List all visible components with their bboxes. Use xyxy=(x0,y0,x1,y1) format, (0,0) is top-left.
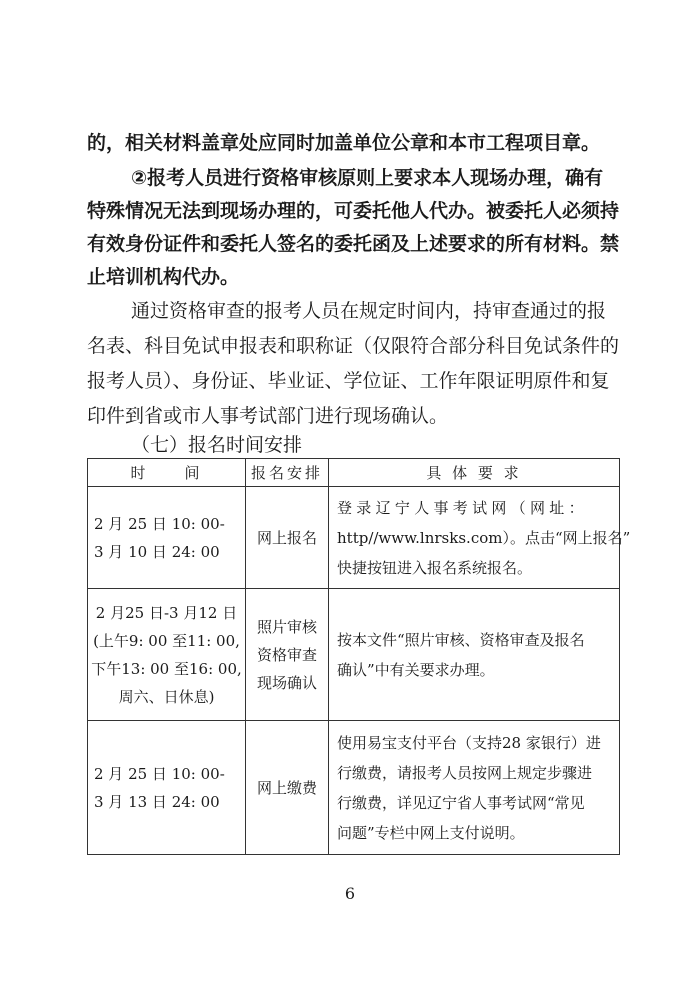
cell-item xyxy=(246,721,329,855)
cell-item xyxy=(246,487,329,589)
cell-requirements xyxy=(329,589,620,721)
req-line: 使用易宝支付平台（支持28 家银行）进 xyxy=(337,733,601,752)
section-heading: （七）报名时间安排 xyxy=(131,434,303,456)
time-line: 3 月 13 日 24: 00 xyxy=(94,792,220,811)
header-requirements: 具 体 要 求 xyxy=(329,459,620,487)
req-line: 问题”专栏中网上支付说明。 xyxy=(337,823,525,842)
item-line: 网上报名 xyxy=(256,528,317,547)
time-line: 2 月25 日-3 月12 日 xyxy=(95,603,238,622)
header-item: 报名安排 xyxy=(246,459,329,487)
req-line: 行缴费，请报考人员按网上规定步骤进 xyxy=(337,763,593,782)
cell-requirements xyxy=(329,487,631,589)
time-line: 3 月 10 日 24: 00 xyxy=(94,542,220,561)
table-row xyxy=(88,721,620,855)
table-header-row xyxy=(88,459,620,487)
item-line: 现场确认 xyxy=(256,673,317,692)
cell-time xyxy=(88,487,246,589)
item-line: 照片审核 xyxy=(256,617,317,636)
req-line: 确认”中有关要求办理。 xyxy=(337,660,495,679)
req-line: 快捷按钮进入报名系统报名。 xyxy=(337,558,533,577)
item-line: 资格审查 xyxy=(256,645,317,664)
cell-time xyxy=(88,589,246,721)
paragraph-onsite-confirmation: 通过资格审查的报考人员在规定时间内，持审查通过的报名表、科目免试申报表和职称证（仅限符合部分科目免试条件的报考人员）、身份证、毕业证、学位证、工作年限证明原件和复印件到省或市人事考试部门进行现场确认。 xyxy=(87,300,620,427)
req-line: http//www.lnrsks.com）。点击“网上报名” xyxy=(337,528,631,547)
req-line: 登录辽宁人事考试网（网址： xyxy=(337,498,588,517)
table-row xyxy=(88,487,620,589)
item-line: 网上缴费 xyxy=(256,778,317,797)
table-row xyxy=(88,589,620,721)
page-number: 6 xyxy=(344,884,356,903)
header-time: 时 间 xyxy=(88,459,246,487)
time-line: (上午9: 00 至11: 00, xyxy=(93,631,240,650)
time-line: 2 月 25 日 10: 00- xyxy=(94,514,225,533)
req-line: 行缴费，详见辽宁省人事考试网“常见 xyxy=(337,793,585,812)
req-line: 按本文件“照片审核、资格审查及报名 xyxy=(337,630,585,649)
time-line: 2 月 25 日 10: 00- xyxy=(94,764,225,783)
paragraph-in-person-review: ②报考人员进行资格审核原则上要求本人现场办理，确有特殊情况无法到现场办理的，可委托他人代办。被委托人必须持有效身份证件和委托人签名的委托函及上述要求的所有材料。禁止培训机构代办。 xyxy=(87,167,620,288)
time-line: 下午13: 00 至16: 00, xyxy=(91,659,242,678)
cell-requirements xyxy=(329,721,620,855)
time-line: 周六、日休息) xyxy=(118,687,215,706)
cell-time xyxy=(88,721,246,855)
paragraph-materials-seal: 的，相关材料盖章处应同时加盖单位公章和本市工程项目章。 xyxy=(87,132,601,154)
cell-item xyxy=(246,589,329,721)
schedule-table xyxy=(87,458,631,855)
